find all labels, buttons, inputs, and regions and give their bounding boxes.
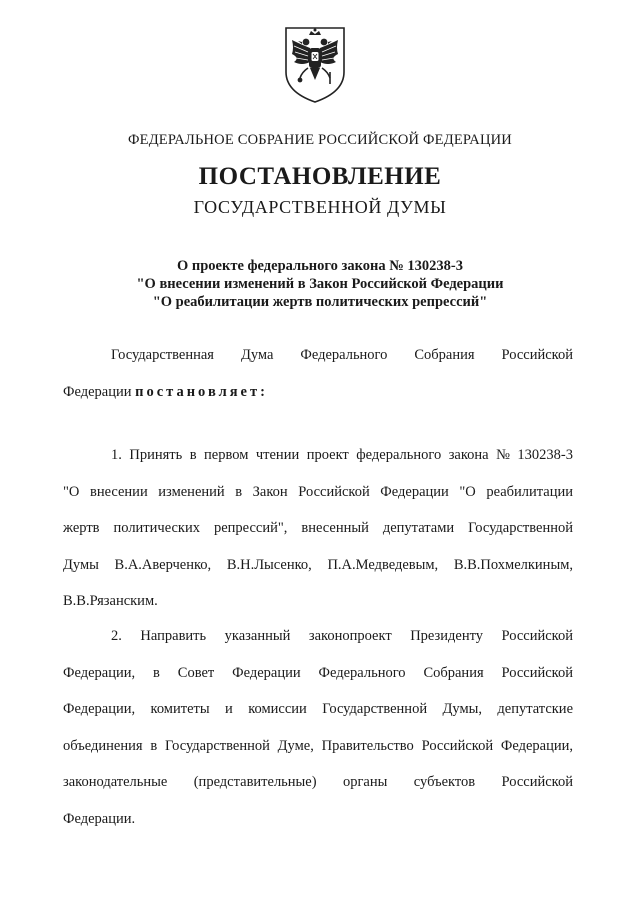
subject-line: О проекте федерального закона № 130238-3 <box>176 258 464 274</box>
decision-item-2 <box>63 626 573 846</box>
subject-line: "О внесении изменений в Закон Российской Федерации <box>136 276 504 292</box>
item-line: жертв политических репрессий", внесенный депутатами Государственной <box>63 520 573 537</box>
item-line: 1. Принять в первом чтении проект федерального закона № 130238-3 <box>111 447 573 463</box>
item-line: Федерации, в Совет Федерации Федерального Собрания Российской <box>63 664 573 681</box>
document-subject <box>0 257 640 311</box>
document-issuer: ГОСУДАРСТВЕННОЙ ДУМЫ <box>193 197 447 217</box>
item-line: Федерации. <box>63 810 136 827</box>
item-line: "О внесении изменений в Закон Российской Федерации "О реабилитации <box>63 483 573 500</box>
preamble-line <box>63 382 573 419</box>
document-type-title: ПОСТАНОВЛЕНИЕ <box>198 163 442 190</box>
item-line: В.В.Рязанским. <box>63 593 158 610</box>
preamble-paragraph <box>63 345 573 418</box>
preamble-text: Федерации <box>63 383 132 400</box>
state-emblem-icon <box>280 22 350 106</box>
preamble-word: Дума <box>240 347 274 363</box>
item-line: Федерации, комитеты и комиссии Государственной Думы, депутатские <box>63 701 573 718</box>
item-line: Думы В.А.Аверченко, В.Н.Лысенко, П.А.Медведевым, В.В.Похмелкиным, <box>63 556 573 573</box>
preamble-word: Российской <box>501 347 573 363</box>
organization-name: ФЕДЕРАЛЬНОЕ СОБРАНИЕ РОССИЙСКОЙ ФЕДЕРАЦИИ <box>128 132 512 148</box>
item-line: законодательные (представительные) органы субъектов Российской <box>63 774 573 791</box>
preamble-word: Собрания <box>414 347 475 363</box>
item-line: 2. Направить указанный законопроект Президенту Российской <box>111 628 573 644</box>
subject-line: "О реабилитации жертв политических репрессий" <box>152 294 488 310</box>
preamble-word: Федерального <box>300 347 388 363</box>
preamble-word: Государственная <box>111 347 214 363</box>
decree-word: постановляет: <box>135 383 268 400</box>
decision-item-1 <box>63 445 573 628</box>
preamble-line <box>63 345 573 382</box>
item-line: объединения в Государственной Думе, Правительство Российской Федерации, <box>63 737 573 754</box>
